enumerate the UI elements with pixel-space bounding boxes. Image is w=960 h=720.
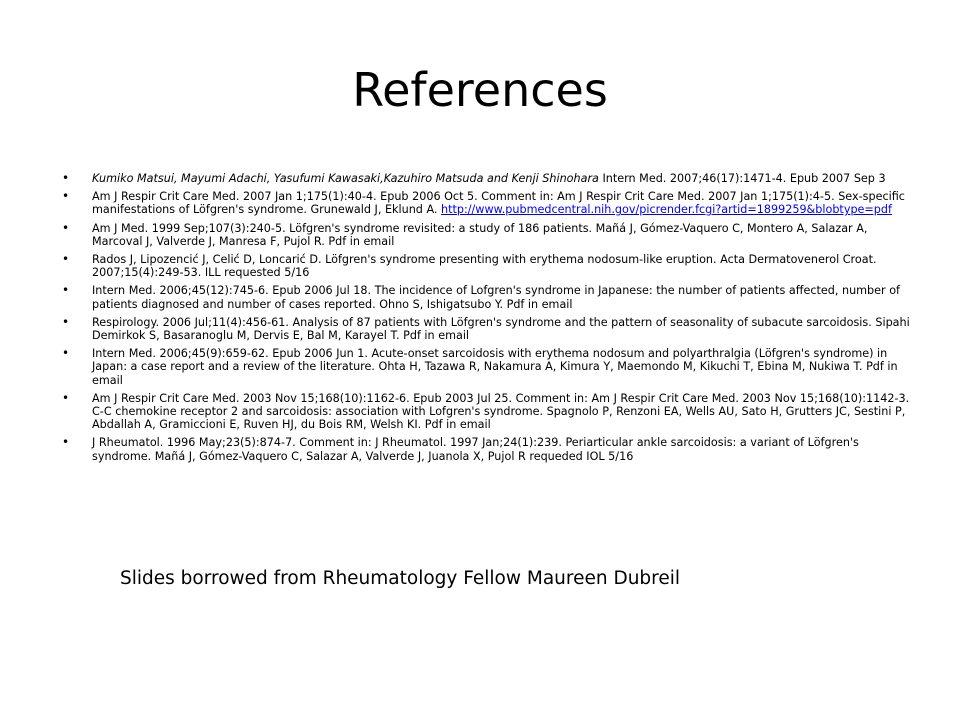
reference-text: Intern Med. 2007;46(17):1471-4. Epub 2007 Sep 3: [598, 172, 886, 185]
reference-item: [62, 436, 912, 462]
reference-text: Intern Med. 2006;45(12):745-6. Epub 2006 Jul 18. The incidence of Lofgren's syndrome in Japanese: the number of patients affected, number of patients diagnosed and number of cases reported. Ohno S, Ishigatsubo Y. Pdf in email: [92, 284, 900, 311]
reference-item: [62, 253, 912, 279]
bullet-icon: •: [62, 390, 70, 405]
reference-item: [62, 190, 912, 216]
reference-list: [62, 172, 912, 468]
reference-text: Intern Med. 2006;45(9):659-62. Epub 2006 Jun 1. Acute-onset sarcoidosis with erythema nodosum and polyarthralgia (Löfgren's syndrome) in Japan: a case report and a review of the literature. Ohta H, Tazawa R, Nakamura A, Kimura Y, Maemondo M, Kikuchi T, Ebina M, Nukiwa T. Pdf in email: [92, 347, 898, 387]
reference-text: Am J Respir Crit Care Med. 2007 Jan 1;175(1):40-4. Epub 2006 Oct 5. Comment in: Am J Respir Crit Care Med. 2007 Jan 1;175(1):4-5. Sex-specific manifestations of Löfgren's syndrome. Grunewald J, Eklund A.: [92, 190, 905, 217]
reference-item: [62, 172, 912, 185]
reference-authors: Kumiko Matsui, Mayumi Adachi, Yasufumi Kawasaki,Kazuhiro Matsuda and Kenji Shinohara: [92, 172, 599, 185]
bullet-icon: •: [62, 435, 70, 450]
bullet-icon: •: [62, 346, 70, 361]
reference-item: [62, 347, 912, 387]
reference-item: [62, 392, 912, 432]
bullet-icon: •: [62, 189, 70, 204]
credit-note: Slides borrowed from Rheumatology Fellow Maureen Dubreil: [120, 568, 681, 589]
pubmed-pdf-link[interactable]: http://www.pubmedcentral.nih.gov/picrender.fcgi?artid=1899259&blobtype=pdf: [441, 203, 892, 217]
bullet-icon: •: [62, 283, 70, 298]
reference-text: Am J Med. 1999 Sep;107(3):240-5. Löfgren's syndrome revisited: a study of 186 patients. Mañá J, Gómez-Vaquero C, Montero A, Salazar A, Marcoval J, Valverde J, Manresa F, Pujol R. Pdf in email: [92, 221, 868, 248]
bullet-icon: •: [62, 220, 70, 235]
bullet-icon: •: [62, 252, 70, 267]
slide-title: References: [352, 63, 608, 117]
reference-item: [62, 222, 912, 248]
reference-item: [62, 284, 912, 310]
reference-item: [62, 316, 912, 342]
bullet-icon: •: [62, 314, 70, 329]
reference-text: J Rheumatol. 1996 May;23(5):874-7. Comment in: J Rheumatol. 1997 Jan;24(1):239. Periarticular ankle sarcoidosis: a variant of Löfgren's syndrome. Mañá J, Gómez-Vaquero C, Salazar A, Valverde J, Juanola X, Pujol R requeded IOL 5/16: [92, 436, 859, 463]
bullet-icon: •: [62, 171, 70, 185]
reference-text: Respirology. 2006 Jul;11(4):456-61. Analysis of 87 patients with Löfgren's syndrome and the pattern of seasonality of subacute sarcoidosis. Sipahi Demirkok S, Basaranoglu M, Dervis E, Bal M, Karayel T. Pdf in email: [92, 315, 910, 343]
reference-text: Am J Respir Crit Care Med. 2003 Nov 15;168(10):1162-6. Epub 2003 Jul 25. Comment in: Am J Respir Crit Care Med. 2003 Nov 15;168(10):1142-3. C-C chemokine receptor 2 and sarcoidosis: association with Lofgren's syndrome. Spagnolo P, Renzoni EA, Wells AU, Sato H, Grutters JC, Sestini P, Abdallah A, Gramiccioni E, Ruven HJ, du Bois RM, Welsh KI. Pdf in email: [92, 391, 910, 432]
reference-text: Rados J, Lipozencić J, Celić D, Loncarić D. Löfgren's syndrome presenting with erythema nodosum-like eruption. Acta Dermatovenerol Croat. 2007;15(4):249-53. ILL requested 5/16: [92, 253, 877, 280]
